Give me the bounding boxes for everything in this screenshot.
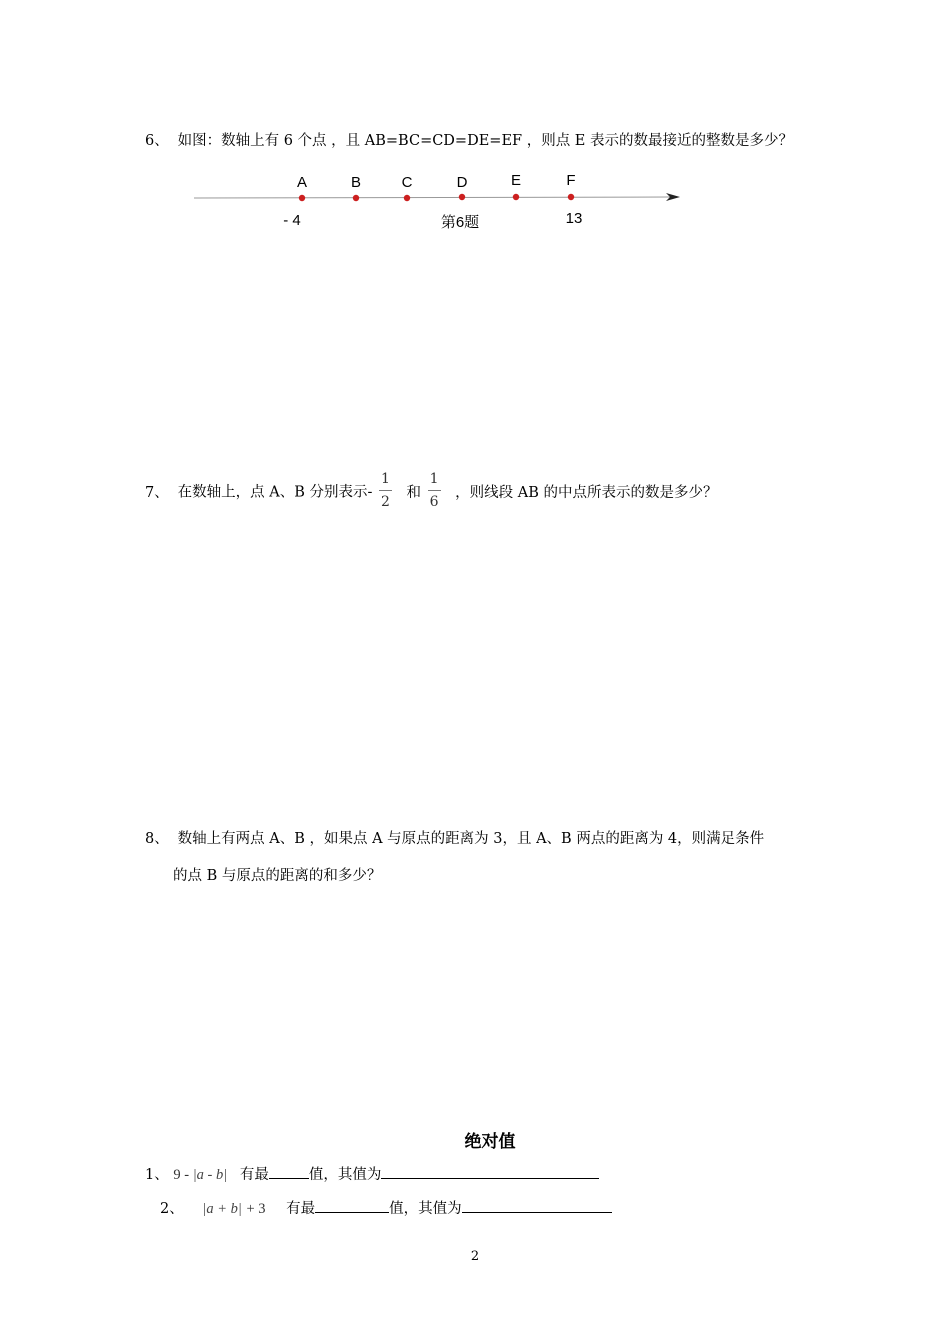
abs-question-2 xyxy=(160,1197,612,1218)
question-text-end: ，则线段 AB 的中点所表示的数是多少？ xyxy=(455,484,718,501)
figure-caption: 第6题 xyxy=(440,214,480,231)
answer-blank-1[interactable] xyxy=(315,1198,389,1213)
fraction-numerator: 1 xyxy=(428,472,441,491)
question-number: 2、 xyxy=(160,1201,184,1217)
question-number: 8、 xyxy=(145,831,169,847)
fraction-one-half xyxy=(379,472,392,509)
point-b-label: B xyxy=(350,174,362,191)
point-f-label: F xyxy=(566,172,576,189)
expression-abs: |a - b| xyxy=(192,1167,228,1183)
abs-question-1 xyxy=(145,1163,599,1184)
answer-blank-2[interactable] xyxy=(381,1164,599,1179)
number-line xyxy=(194,197,670,198)
question-text-line1: 数轴上有两点 A、B ，如果点 A 与原点的距离为 3，且 A、B 两点的距离为 4，则满足条件 xyxy=(177,831,765,847)
text-value-is: 值，其值为 xyxy=(308,1167,382,1183)
expression-suffix: + 3 xyxy=(246,1201,266,1217)
point-b-dot xyxy=(353,195,359,201)
question-8-line2 xyxy=(173,864,381,885)
fraction-one-sixth xyxy=(428,472,441,509)
fraction-denominator: 6 xyxy=(429,494,439,510)
point-d-label: D xyxy=(456,174,468,191)
label-right: 13 xyxy=(565,210,583,227)
text-has-most: 有最 xyxy=(239,1167,269,1183)
question-7 xyxy=(145,471,718,511)
point-d-dot xyxy=(459,194,465,200)
fraction-denominator: 2 xyxy=(380,494,390,510)
question-text-start: 在数轴上，点 A、B 分别表示- xyxy=(177,484,373,501)
question-number: 1、 xyxy=(145,1167,169,1183)
question-text-mid: 和 xyxy=(406,484,421,501)
question-number: 7、 xyxy=(145,484,169,501)
answer-blank-2[interactable] xyxy=(462,1198,612,1213)
answer-blank-1[interactable] xyxy=(269,1164,309,1179)
fraction-numerator: 1 xyxy=(379,472,392,491)
question-number: 6、 xyxy=(145,133,169,149)
question-text: 如图：数轴上有 6 个点 ，且 AB=BC=CD=DE=EF ，则点 E 表示的数最接近的整数是多少？ xyxy=(177,133,794,149)
number-line-figure xyxy=(190,168,690,238)
point-c-label: C xyxy=(401,174,413,191)
text-has-most: 有最 xyxy=(286,1201,316,1217)
question-text-line2: 的点 B 与原点的距离的和多少？ xyxy=(173,868,382,884)
text-value-is: 值，其值为 xyxy=(389,1201,462,1217)
point-f-dot xyxy=(568,194,574,200)
point-c-dot xyxy=(404,195,410,201)
expression-prefix: 9 - xyxy=(173,1167,193,1183)
point-e-dot xyxy=(513,194,519,200)
question-6 xyxy=(145,129,793,150)
point-e-label: E xyxy=(510,172,522,189)
point-a-label: A xyxy=(296,174,308,191)
question-8 xyxy=(145,827,764,848)
section-title: 绝对值 xyxy=(464,1132,516,1152)
page-number: 2 xyxy=(470,1249,480,1264)
label-left: - 4 xyxy=(283,212,301,229)
point-a-dot xyxy=(299,195,305,201)
expression-abs: |a + b| xyxy=(202,1201,242,1217)
